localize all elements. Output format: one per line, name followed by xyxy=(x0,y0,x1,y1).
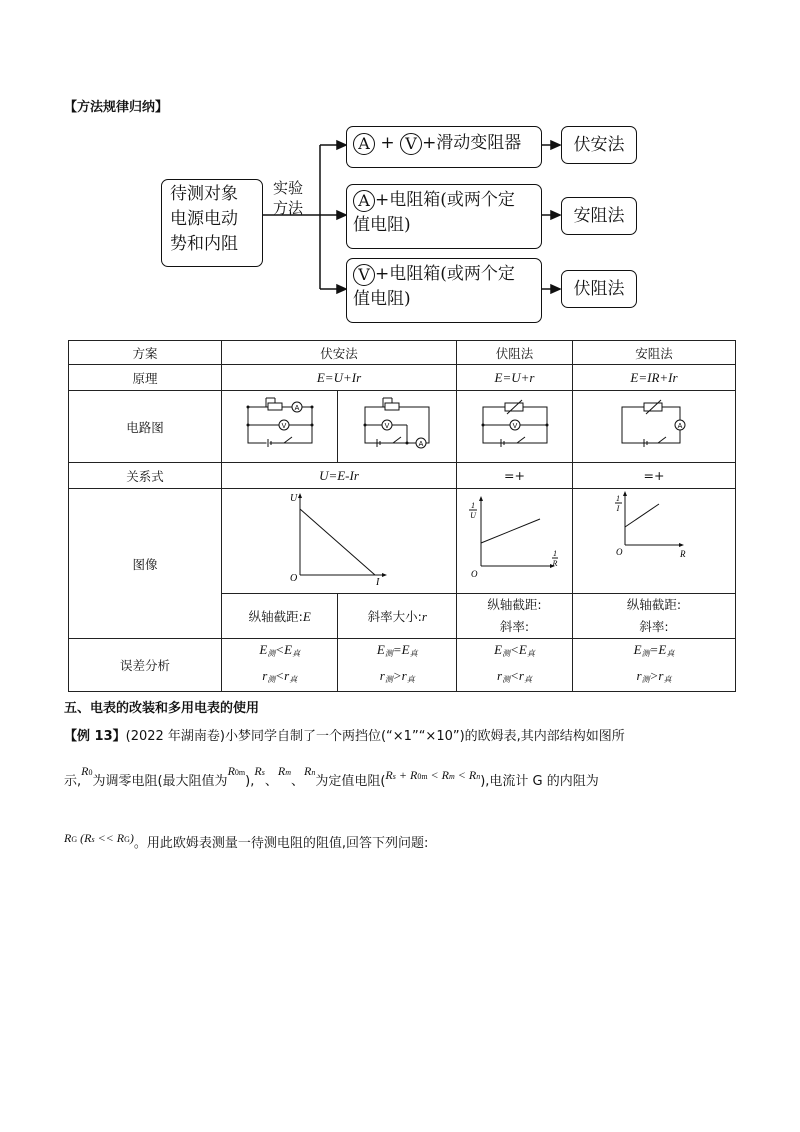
header-voltammeter: 伏安法 xyxy=(222,341,457,365)
math-inequality: Rs + R0m < Rm < Rn xyxy=(385,768,481,782)
relation-symbol: = xyxy=(392,642,402,657)
table-row-principle xyxy=(69,365,736,391)
circuit-diagram-va-1 xyxy=(240,397,320,453)
circuit-ar xyxy=(573,391,736,463)
intercept-symbol: E xyxy=(302,609,311,624)
header-scheme: 方案 xyxy=(69,341,222,365)
branch-ammeter-voltmeter xyxy=(346,126,542,168)
sub-true: 真 xyxy=(523,675,532,684)
math-RG-condition: RG (Rs << RG) xyxy=(64,831,134,845)
voltmeter-icon: V xyxy=(353,264,375,286)
graph-va-origin: O xyxy=(290,573,298,584)
table-row-circuit xyxy=(69,391,736,463)
graph-vr-x-den: R xyxy=(552,559,558,568)
line2-part-g: ),电流计 G 的内阻为 xyxy=(480,774,599,789)
sub-true: 真 xyxy=(666,649,675,658)
example-line-3 xyxy=(64,832,764,851)
sub-true: 真 xyxy=(289,675,298,684)
graph-label: 图像 xyxy=(69,489,222,639)
slope-symbol: r xyxy=(421,609,427,624)
line2-part-c: ), xyxy=(245,774,255,789)
principle-ar: E=IR+Ir xyxy=(573,365,736,391)
relation-ar: =+ xyxy=(573,463,736,489)
graph-ar-origin: O xyxy=(616,547,623,557)
example-line-2 xyxy=(64,764,764,789)
graph-va-y-label: U xyxy=(290,493,298,504)
target-line-1: 待测对象 xyxy=(170,184,238,204)
svg-text:V: V xyxy=(512,423,517,430)
header-ammeter-resistance: 安阻法 xyxy=(573,341,736,365)
intercept-label: 纵轴截距: xyxy=(248,609,303,624)
branch2-line1: +电阻箱(或两个定 xyxy=(375,190,515,210)
circuit-diagram-vr xyxy=(475,397,555,453)
line3-text: 。用此欧姆表测量一待测电阻的阻值,回答下列问题: xyxy=(133,836,429,851)
table-row-relation xyxy=(69,463,736,489)
branch-voltmeter-resistor-box xyxy=(346,258,542,323)
line2-part-f: 为定值电阻( xyxy=(315,774,386,789)
math-Rm: Rm xyxy=(277,764,291,778)
voltmeter-icon: V xyxy=(400,133,422,155)
circuit-label: 电路图 xyxy=(69,391,222,463)
ammeter-icon: A xyxy=(353,190,375,212)
graph-vr-chart xyxy=(457,489,572,590)
sub-true: 真 xyxy=(406,675,415,684)
result-voltammeter: 伏安法 xyxy=(561,126,637,164)
relation-symbol: = xyxy=(649,642,659,657)
relation-symbol: > xyxy=(649,668,659,683)
branch-ammeter-resistor-box xyxy=(346,184,542,249)
ammeter-icon: A xyxy=(353,133,375,155)
math-Rs: Rs xyxy=(254,764,265,778)
relation-va: U=E-Ir xyxy=(222,463,457,489)
error-ar: $E_测=E_真$ $r_测>r_真$ xyxy=(573,639,736,692)
graph-vr xyxy=(457,489,573,594)
sub-measured: 测 xyxy=(502,675,511,684)
relation-symbol: < xyxy=(510,642,519,657)
table-row-graph xyxy=(69,489,736,594)
circuit-va-1 xyxy=(222,391,338,463)
comparison-table xyxy=(68,340,736,692)
error-label: 误差分析 xyxy=(69,639,222,692)
table-row-error xyxy=(69,639,736,692)
sub-measured: 测 xyxy=(384,675,393,684)
intercept-va-right xyxy=(338,594,457,639)
relation-symbol: > xyxy=(392,668,402,683)
circuit-diagram-va-2 xyxy=(357,397,437,453)
svg-text:A: A xyxy=(677,423,683,430)
line2-part-d: 、 xyxy=(264,774,278,789)
graph-vr-y-num: 1 xyxy=(471,501,475,510)
math-R0: R0 xyxy=(81,764,93,778)
graph-ar xyxy=(573,489,736,594)
intercept-va-left xyxy=(222,594,338,639)
sub-measured: 测 xyxy=(502,649,511,658)
exp-method-line-2: 方法 xyxy=(273,199,304,217)
experiment-method-label xyxy=(273,178,303,218)
graph-va-x-label: I xyxy=(376,577,380,588)
graph-ar-y-den: I xyxy=(616,504,620,513)
principle-vr: E=U+r xyxy=(457,365,573,391)
relation-symbol: < xyxy=(510,668,519,683)
target-line-2: 电源电动 xyxy=(170,209,238,229)
graph-ar-x-label: R xyxy=(680,549,686,559)
graph-vr-x-num: 1 xyxy=(553,549,557,558)
graph-ar-y-num: 1 xyxy=(616,494,620,503)
intercept-vr-line1: 纵轴截距: xyxy=(487,597,542,612)
line2-part-e: 、 xyxy=(290,774,304,789)
graph-vr-origin: O xyxy=(471,569,478,579)
relation-symbol: < xyxy=(275,668,285,683)
line2-part-a: 示, xyxy=(64,774,82,789)
relation-symbol: < xyxy=(275,642,285,657)
sub-measured: 测 xyxy=(384,649,393,658)
graph-vr-y-den: U xyxy=(470,511,476,520)
sub-true: 真 xyxy=(663,675,672,684)
line2-part-b: 为调零电阻(最大阻值为 xyxy=(92,774,228,789)
header-voltmeter-resistance: 伏阻法 xyxy=(457,341,573,365)
method-heading: 【方法规律归纳】 xyxy=(64,100,169,115)
circuit-vr xyxy=(457,391,573,463)
example-line1-text: (2022 年湖南卷)小梦同学自制了一个两挡位(“×1”“×10”)的欧姆表,其内部结构如图所 xyxy=(125,729,625,744)
sub-true: 真 xyxy=(409,649,418,658)
branch3-line1: +电阻箱(或两个定 xyxy=(375,264,515,284)
svg-text:V: V xyxy=(384,423,390,430)
branch2-line2: 值电阻) xyxy=(353,215,411,235)
math-Rn: Rn xyxy=(303,764,316,778)
circuit-diagram-ar xyxy=(614,397,694,453)
sub-true: 真 xyxy=(292,649,301,658)
sub-measured: 测 xyxy=(267,649,276,658)
intercept-ar xyxy=(573,594,736,639)
graph-ar-chart xyxy=(573,489,735,590)
exp-method-line-1: 实验 xyxy=(273,179,304,197)
principle-label: 原理 xyxy=(69,365,222,391)
target-line-3: 势和内阻 xyxy=(170,234,238,254)
plus-sign: + xyxy=(380,133,395,153)
graph-va xyxy=(222,489,457,594)
result-ammeter-resistance: 安阻法 xyxy=(561,197,637,235)
table-header-row xyxy=(69,341,736,365)
slope-label: 斜率大小: xyxy=(367,609,422,624)
section-heading: 五、电表的改装和多用电表的使用 xyxy=(64,701,260,716)
svg-text:A: A xyxy=(418,441,424,448)
branch1-text: +滑动变阻器 xyxy=(422,133,522,153)
intercept-vr-line2: 斜率: xyxy=(499,619,530,634)
branch3-line2: 值电阻) xyxy=(353,289,411,309)
intercept-vr xyxy=(457,594,573,639)
target-box xyxy=(161,179,263,267)
error-va-2: $E_测=E_真$ $r_测>r_真$ xyxy=(338,639,457,692)
intercept-ar-line2: 斜率: xyxy=(639,619,669,634)
intercept-ar-line1: 纵轴截距: xyxy=(626,597,682,612)
sub-measured: 测 xyxy=(641,675,650,684)
math-R0m: R0m xyxy=(227,764,246,778)
svg-text:A: A xyxy=(294,405,300,412)
principle-va: E=U+Ir xyxy=(222,365,457,391)
result-voltmeter-resistance: 伏阻法 xyxy=(561,270,637,308)
example-line-1 xyxy=(64,725,764,744)
error-vr: $E_测<E_真$ $r_测<r_真$ xyxy=(457,639,573,692)
sub-true: 真 xyxy=(526,649,535,658)
graph-va-chart xyxy=(222,489,456,590)
circuit-va-2 xyxy=(338,391,457,463)
relation-vr: =+ xyxy=(457,463,573,489)
sub-measured: 测 xyxy=(641,649,650,658)
svg-text:V: V xyxy=(281,423,287,430)
relation-label: 关系式 xyxy=(69,463,222,489)
error-va-1: $E_测<E_真$ $r_测<r_真$ xyxy=(222,639,338,692)
example-tag: 【例 13】 xyxy=(64,729,126,744)
sub-measured: 测 xyxy=(267,675,276,684)
